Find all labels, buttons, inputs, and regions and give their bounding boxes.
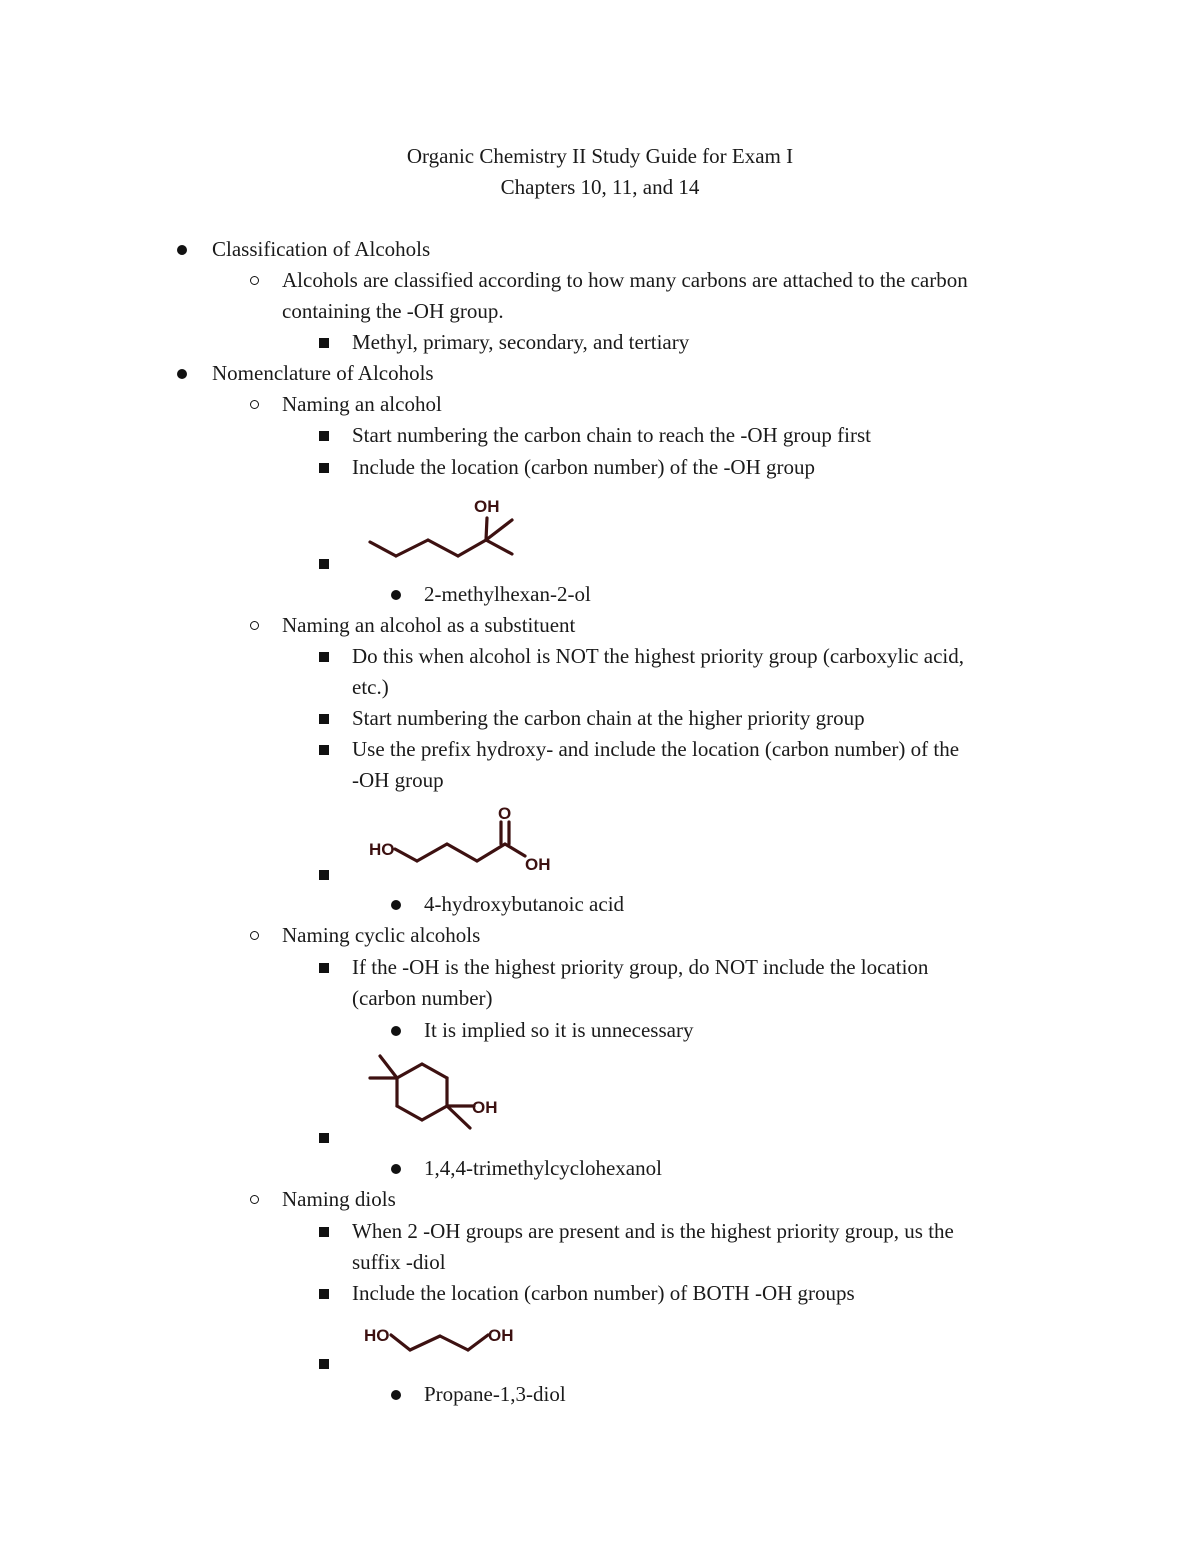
structure-1-4-4-trimethylcyclohexanol (362, 1050, 512, 1135)
bullet-level3 (319, 714, 329, 724)
ho-label: HO (364, 1326, 390, 1345)
bullet-level3 (319, 559, 329, 569)
bullet-level4 (391, 590, 401, 600)
cyclic-note: It is implied so it is unnecessary (424, 1018, 694, 1042)
page-title: Organic Chemistry II Study Guide for Exam I (406, 144, 794, 168)
cyclic-rule1-line1: If the -OH is the highest priority group, do NOT include the location (352, 955, 929, 979)
subheading-naming-alcohol: Naming an alcohol (282, 392, 442, 416)
bullet-level2 (250, 400, 259, 409)
substituent-rule2: Start numbering the carbon chain at the higher priority group (352, 706, 865, 730)
bullet-level2 (250, 276, 259, 285)
bullet-level4 (391, 1390, 401, 1400)
bullet-level4 (391, 900, 401, 910)
cyclic-rule1-line2: (carbon number) (352, 986, 493, 1010)
bullet-level3 (319, 963, 329, 973)
bullet-level3 (319, 1133, 329, 1143)
acid-oh-label: OH (525, 855, 551, 874)
naming-alcohol-rule1: Start numbering the carbon chain to reach the -OH group first (352, 423, 872, 447)
example-name-4-hydroxybutanoic-acid: 4-hydroxybutanoic acid (424, 892, 625, 916)
bullet-level3 (319, 745, 329, 755)
diols-rule2: Include the location (carbon number) of BOTH -OH groups (352, 1281, 855, 1305)
bullet-level3 (319, 1227, 329, 1237)
bullet-level4 (391, 1026, 401, 1036)
bullet-level2 (250, 1195, 259, 1204)
bullet-level3 (319, 431, 329, 441)
carbonyl-o-label: O (498, 804, 512, 823)
diols-rule1-line1: When 2 -OH groups are present and is the highest priority group, us the (352, 1219, 954, 1243)
example-name-1-4-4-trimethylcyclohexanol: 1,4,4-trimethylcyclohexanol (424, 1156, 662, 1180)
naming-alcohol-rule2: Include the location (carbon number) of the -OH group (352, 455, 816, 479)
substituent-rule1-line2: etc.) (352, 675, 389, 699)
section-heading-nomenclature: Nomenclature of Alcohols (212, 361, 434, 385)
oh-label: OH (472, 1098, 498, 1117)
substituent-rule3-line1: Use the prefix hydroxy- and include the location (carbon number) of the (352, 737, 960, 761)
ho-label: HO (369, 840, 395, 859)
substituent-rule3-line2: -OH group (352, 768, 444, 792)
oh-label: OH (488, 1326, 514, 1345)
bullet-level3 (319, 338, 329, 348)
bullet-level4 (391, 1164, 401, 1174)
section-heading-classification: Classification of Alcohols (212, 237, 431, 261)
bullet-level3 (319, 870, 329, 880)
example-name-propane-1-3-diol: Propane-1,3-diol (424, 1382, 566, 1406)
page-subtitle: Chapters 10, 11, and 14 (500, 175, 700, 199)
bullet-level1 (177, 369, 187, 379)
structure-propane-1-3-diol (360, 1318, 530, 1363)
subheading-naming-diols: Naming diols (282, 1187, 396, 1211)
diols-rule1-line2: suffix -diol (352, 1250, 446, 1274)
bullet-level3 (319, 652, 329, 662)
classification-point-line1: Alcohols are classified according to how many carbons are attached to the carbon (282, 268, 968, 292)
bullet-level3 (319, 1359, 329, 1369)
oh-label: OH (474, 497, 500, 516)
structure-4-hydroxybutanoic-acid (365, 800, 565, 885)
example-name-2-methylhexan-2-ol: 2-methylhexan-2-ol (424, 582, 591, 606)
bullet-level3 (319, 1289, 329, 1299)
subheading-naming-cyclic: Naming cyclic alcohols (282, 923, 481, 947)
classification-point-line2: containing the -OH group. (282, 299, 504, 323)
classification-types: Methyl, primary, secondary, and tertiary (352, 330, 690, 354)
bullet-level2 (250, 931, 259, 940)
substituent-rule1-line1: Do this when alcohol is NOT the highest priority group (carboxylic acid, (352, 644, 964, 668)
bullet-level3 (319, 463, 329, 473)
bullet-level1 (177, 245, 187, 255)
bullet-level2 (250, 621, 259, 630)
structure-2-methylhexan-2-ol (360, 490, 530, 570)
subheading-naming-substituent: Naming an alcohol as a substituent (282, 613, 576, 637)
